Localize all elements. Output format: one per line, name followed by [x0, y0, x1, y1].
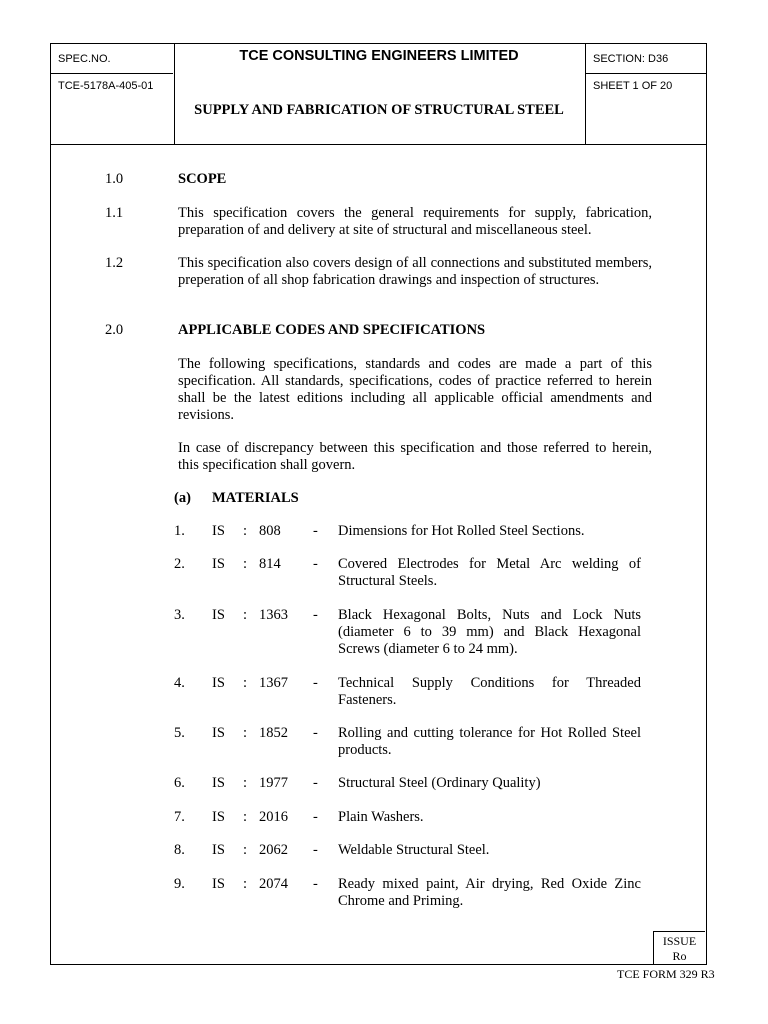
standard-number: 1367 [259, 675, 288, 691]
dash: - [313, 556, 318, 572]
item-number: 6. [174, 775, 185, 791]
dash: - [313, 607, 318, 623]
standard-number: 808 [259, 523, 281, 539]
separator: : [243, 607, 248, 623]
dash: - [313, 725, 318, 741]
item-number: 3. [174, 607, 185, 623]
standard-code: IS [212, 607, 225, 623]
separator: : [243, 775, 248, 791]
standard-number: 2074 [259, 876, 288, 892]
standard-code: IS [212, 876, 225, 892]
standard-code: IS [212, 675, 225, 691]
section-paragraph: The following specifications, standards and codes are made a part of this specification. All standards, specifications, codes of practice referred to herein shall be the latest editions including all applicable official amendments and revisions. [178, 356, 652, 423]
standard-code: IS [212, 725, 225, 741]
standard-number: 1977 [259, 775, 288, 791]
section-number: 2.0 [105, 322, 124, 338]
section-label: SECTION: D36 [593, 53, 669, 65]
standard-number: 1363 [259, 607, 288, 623]
header-row-divider-right [585, 73, 706, 74]
item-number: 7. [174, 809, 185, 825]
standard-description: Covered Electrodes for Metal Arc welding of Structural Steels. [338, 556, 641, 589]
dash: - [313, 876, 318, 892]
header-bottom-border [51, 144, 706, 145]
standard-number: 2016 [259, 809, 288, 825]
section-number: 1.0 [105, 171, 124, 187]
section-paragraph: In case of discrepancy between this specification and those referred to herein, this specification shall govern. [178, 440, 652, 473]
standard-code: IS [212, 809, 225, 825]
standard-number: 1852 [259, 725, 288, 741]
separator: : [243, 876, 248, 892]
dash: - [313, 775, 318, 791]
item-number: 5. [174, 725, 185, 741]
spec-no-label: SPEC.NO. [58, 53, 111, 65]
item-number: 9. [174, 876, 185, 892]
dash: - [313, 842, 318, 858]
form-reference: TCE FORM 329 R3 [617, 967, 715, 981]
clause-text: This specification covers the general requirements for supply, fabrication, preparation of and delivery at site of structural and miscellaneous steel. [178, 205, 652, 238]
standard-code: IS [212, 556, 225, 572]
header-row-divider-left [51, 73, 173, 74]
item-number: 4. [174, 675, 185, 691]
page-frame [50, 43, 707, 965]
issue-value: Ro [672, 949, 687, 963]
section-heading: APPLICABLE CODES AND SPECIFICATIONS [178, 322, 486, 338]
issue-box [653, 931, 705, 964]
separator: : [243, 809, 248, 825]
issue-label: ISSUE [662, 934, 697, 948]
standard-description: Weldable Structural Steel. [338, 842, 490, 858]
standard-number: 814 [259, 556, 281, 572]
standard-code: IS [212, 523, 225, 539]
standard-description: Black Hexagonal Bolts, Nuts and Lock Nuts (diameter 6 to 39 mm) and Black Hexagonal Screws (diameter 6 to 24 mm). [338, 607, 641, 657]
dash: - [313, 523, 318, 539]
subsection-label: (a) [174, 490, 191, 506]
separator: : [243, 523, 248, 539]
item-number: 2. [174, 556, 185, 572]
clause-number: 1.2 [105, 255, 124, 271]
sheet-label: SHEET 1 OF 20 [593, 80, 673, 92]
item-number: 8. [174, 842, 185, 858]
standard-code: IS [212, 775, 225, 791]
spec-no-value: TCE-5178A-405-01 [58, 80, 154, 92]
dash: - [313, 675, 318, 691]
standard-description: Ready mixed paint, Air drying, Red Oxide Zinc Chrome and Priming. [338, 876, 641, 909]
standard-code: IS [212, 842, 225, 858]
separator: : [243, 556, 248, 572]
standard-description: Dimensions for Hot Rolled Steel Sections. [338, 523, 585, 539]
standard-number: 2062 [259, 842, 288, 858]
subsection-heading: MATERIALS [212, 490, 299, 506]
standard-description: Plain Washers. [338, 809, 424, 825]
document-title: SUPPLY AND FABRICATION OF STRUCTURAL STEEL [194, 102, 564, 118]
clause-text: This specification also covers design of all connections and substituted members, preperation of all shop fabrication drawings and inspection of structures. [178, 255, 652, 288]
clause-number: 1.1 [105, 205, 124, 221]
dash: - [313, 809, 318, 825]
header-divider-right [585, 44, 586, 144]
standard-description: Structural Steel (Ordinary Quality) [338, 775, 541, 791]
company-name: TCE CONSULTING ENGINEERS LIMITED [239, 48, 519, 64]
separator: : [243, 842, 248, 858]
separator: : [243, 675, 248, 691]
separator: : [243, 725, 248, 741]
standard-description: Rolling and cutting tolerance for Hot Rolled Steel products. [338, 725, 641, 758]
item-number: 1. [174, 523, 185, 539]
standard-description: Technical Supply Conditions for Threaded Fasteners. [338, 675, 641, 708]
section-heading: SCOPE [178, 171, 227, 187]
